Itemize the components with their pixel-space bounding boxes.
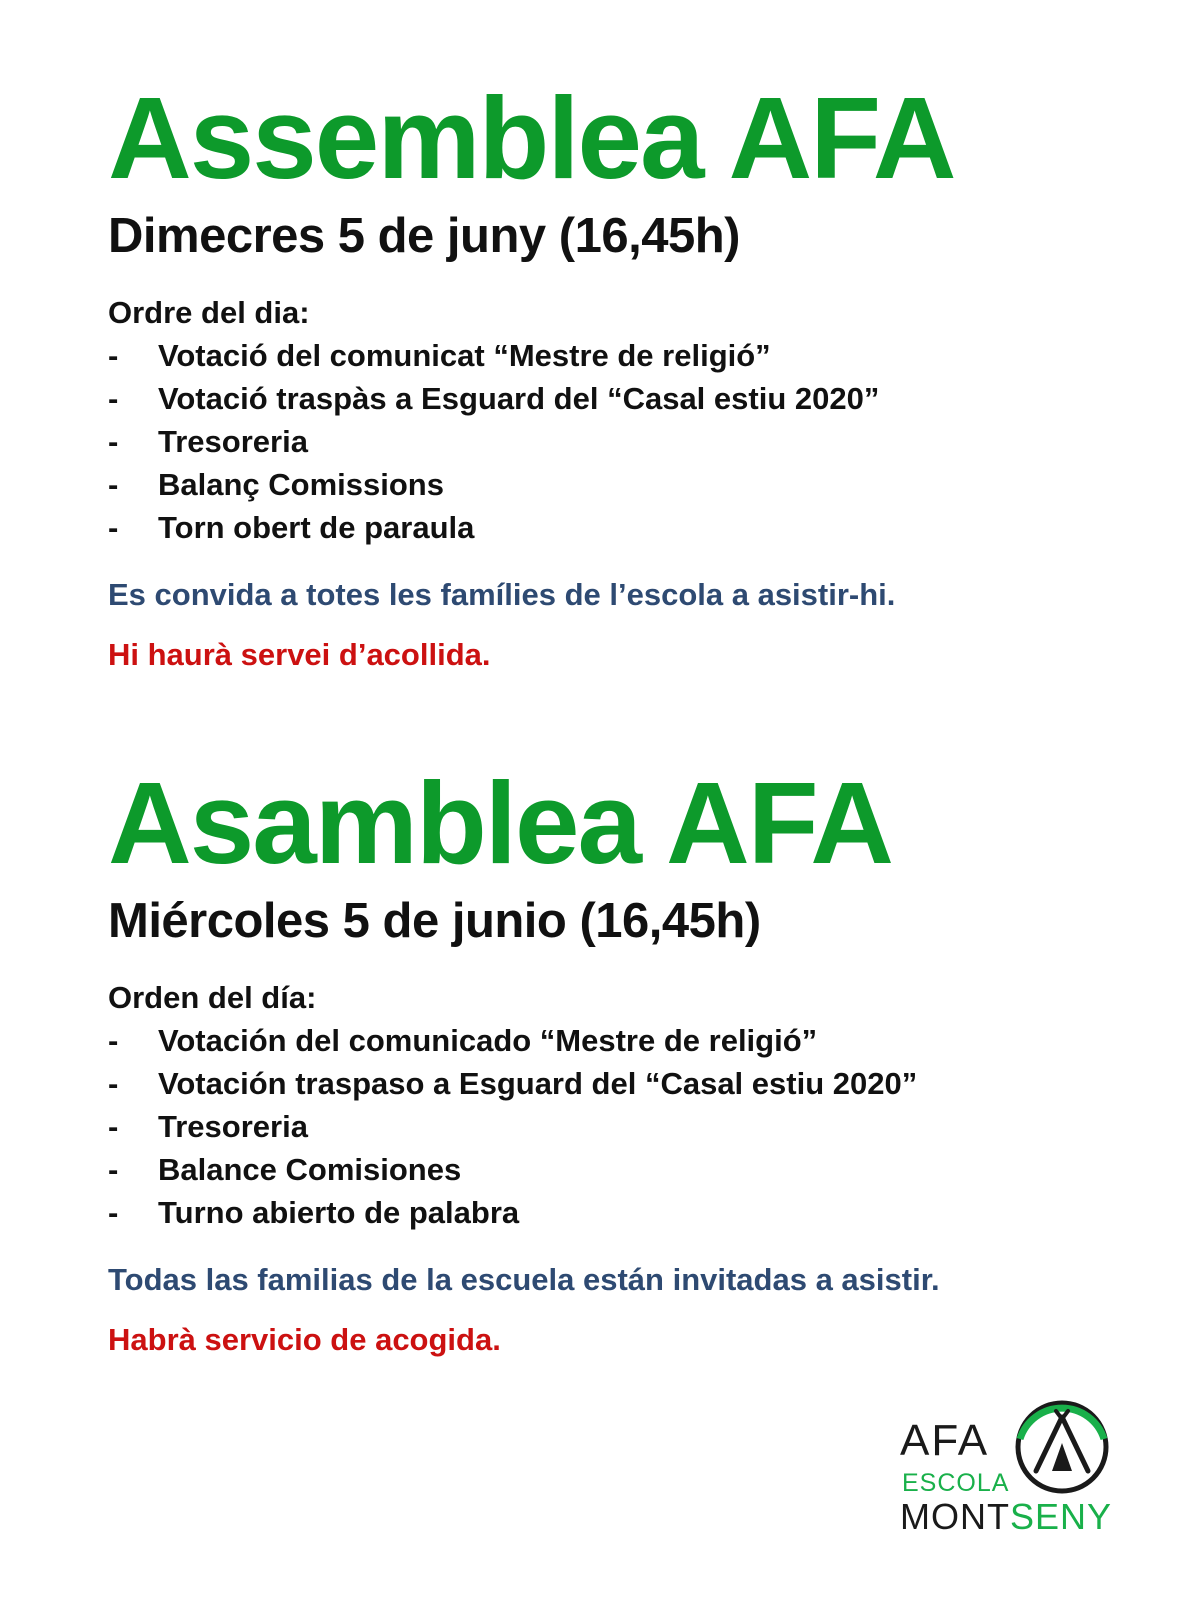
agenda-item (108, 1148, 1168, 1191)
logo-seny-text: SENY (1009, 1496, 1113, 1537)
list-dash: - (108, 1065, 119, 1101)
agenda-item-text: Balanç Comissions (158, 466, 444, 502)
agenda-item-text: Torn obert de paraula (158, 509, 475, 545)
list-dash: - (108, 509, 119, 545)
catalan-agenda-list (108, 334, 1168, 549)
catalan-childcare-text: Hi haurà servei d’acollida. (108, 636, 491, 672)
agenda-item (108, 1105, 1168, 1148)
agenda-item (108, 1062, 1168, 1105)
list-dash: - (108, 466, 119, 502)
catalan-title: Assemblea AFA (108, 73, 955, 203)
logo-afa-text: AFA (900, 1416, 990, 1465)
spanish-announcement (108, 758, 1168, 1360)
catalan-announcement (108, 73, 1168, 675)
agenda-item (108, 463, 1168, 506)
logo-escola-text: ESCOLA (902, 1469, 1010, 1497)
agenda-item (108, 506, 1168, 549)
list-dash: - (108, 1022, 119, 1058)
agenda-item-text: Votación traspaso a Esguard del “Casal estiu 2020” (158, 1065, 918, 1101)
spanish-title: Asamblea AFA (108, 758, 892, 888)
agenda-item-text: Turno abierto de palabra (158, 1194, 520, 1230)
agenda-item-text: Tresoreria (158, 1108, 308, 1144)
spanish-agenda-list (108, 1019, 1168, 1234)
list-dash: - (108, 423, 119, 459)
catalan-date: Dimecres 5 de juny (16,45h) (108, 209, 740, 263)
afa-escola-montseny-logo (900, 1415, 1130, 1535)
list-dash: - (108, 380, 119, 416)
catalan-invite-text: Es convida a totes les famílies de l’escola a asistir-hi. (108, 576, 896, 612)
agenda-item (108, 334, 1168, 377)
list-dash: - (108, 1151, 119, 1187)
spanish-childcare-text: Habrà servicio de acogida. (108, 1321, 501, 1357)
logo-mont-text: MONT (900, 1496, 1010, 1537)
agenda-item (108, 1191, 1168, 1234)
catalan-agenda-heading: Ordre del dia: (108, 294, 310, 330)
agenda-item (108, 1019, 1168, 1062)
agenda-item-text: Votación del comunicado “Mestre de religió” (158, 1022, 818, 1058)
agenda-item-text: Balance Comisiones (158, 1151, 462, 1187)
list-dash: - (108, 337, 119, 373)
agenda-item (108, 420, 1168, 463)
list-dash: - (108, 1194, 119, 1230)
tent-icon (1012, 1397, 1112, 1497)
spanish-date: Miércoles 5 de junio (16,45h) (108, 894, 761, 948)
agenda-item-text: Tresoreria (158, 423, 308, 459)
agenda-item-text: Votació traspàs a Esguard del “Casal estiu 2020” (158, 380, 880, 416)
list-dash: - (108, 1108, 119, 1144)
agenda-item-text: Votació del comunicat “Mestre de religió” (158, 337, 771, 373)
logo-montseny-text (900, 1496, 1113, 1537)
agenda-item (108, 377, 1168, 420)
spanish-invite-text: Todas las familias de la escuela están invitadas a asistir. (108, 1261, 940, 1297)
spanish-agenda-heading: Orden del día: (108, 979, 317, 1015)
